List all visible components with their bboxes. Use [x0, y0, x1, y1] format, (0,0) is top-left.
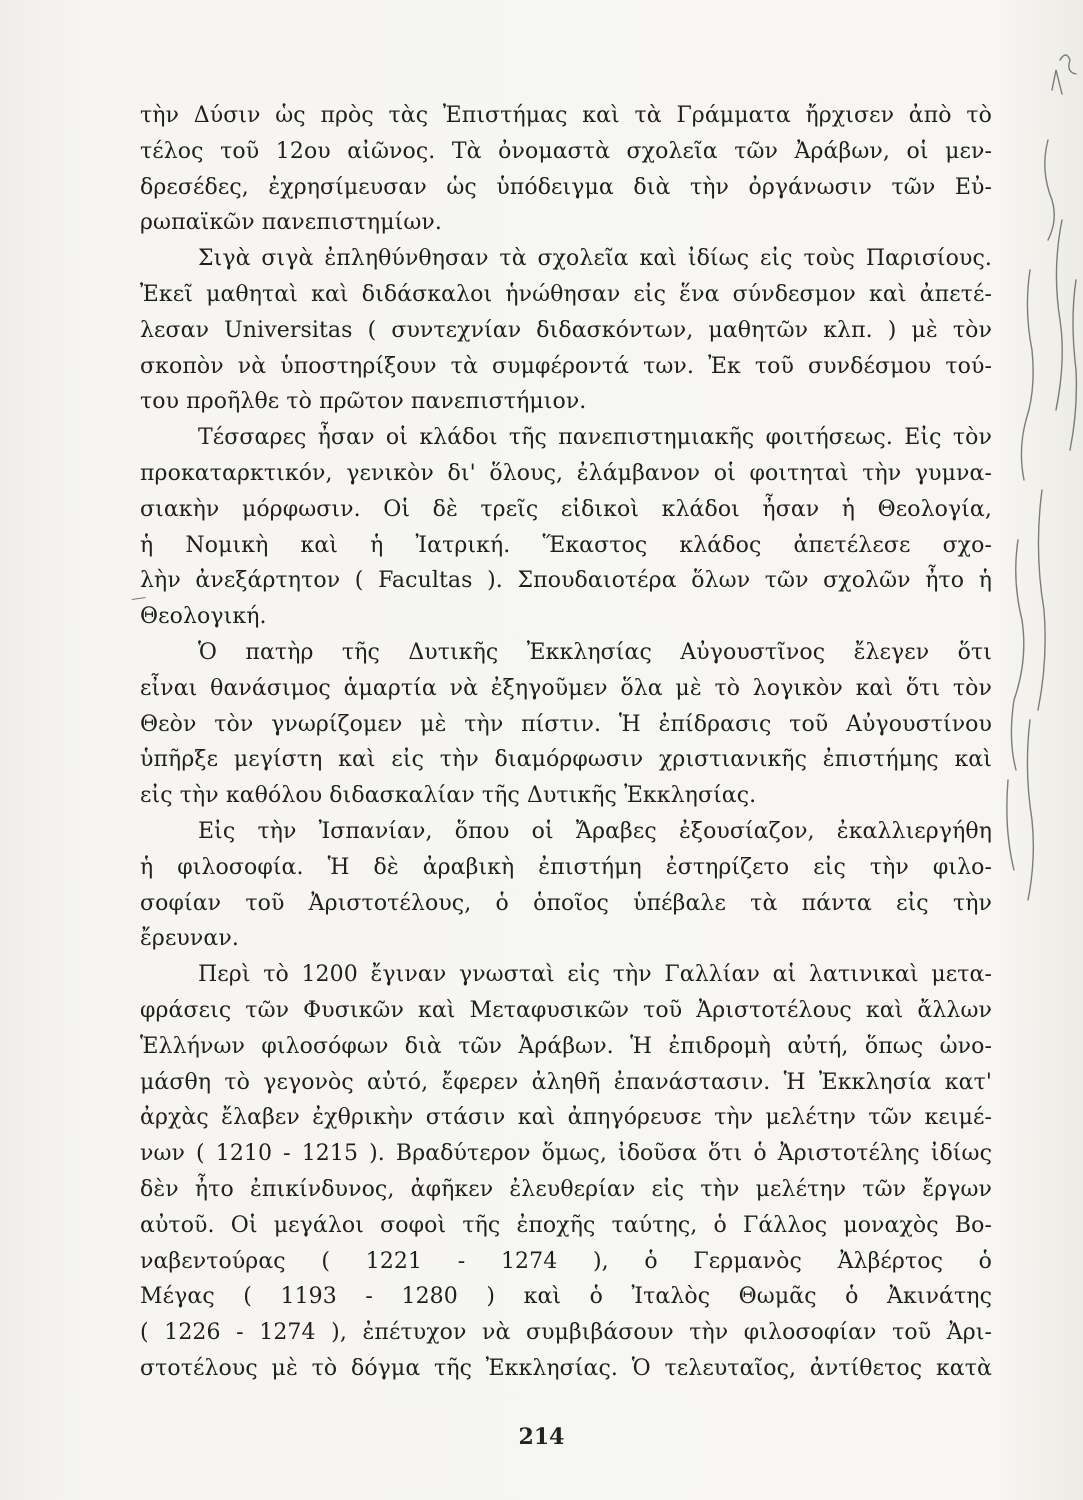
text-line: ἡ Νομικὴ καὶ ἡ Ἰατρική. Ἕκαστος κλάδος ἀπετέλεσε σχο- — [140, 532, 992, 558]
text-line: προκαταρκτικόν, γενικὸν δι' ὅλους, ἐλάμβανον οἱ φοιτηταὶ τὴν γυμνα- — [140, 460, 992, 486]
text-line: μάσθη τὸ γεγονὸς αὐτό, ἔφερεν ἀληθῆ ἐπανάστασιν. Ἡ Ἐκκλησία κατ' — [140, 1069, 992, 1095]
text-line: ἀρχὰς ἔλαβεν ἐχθρικὴν στάσιν καὶ ἀπηγόρευσε τὴν μελέτην τῶν κειμέ- — [140, 1105, 992, 1131]
text-line: τέλος τοῦ 12ου αἰῶνος. Τὰ ὀνομαστὰ σχολεῖα τῶν Ἀράβων, οἱ μεν- — [140, 138, 992, 164]
text-line: αὐτοῦ. Οἱ μεγάλοι σοφοὶ τῆς ἐποχῆς ταύτης, ὁ Γάλλος μοναχὸς Βο- — [140, 1212, 992, 1238]
text-line: νων ( 1210 - 1215 ). Βραδύτερον ὅμως, ἰδοῦσα ὅτι ὁ Ἀριστοτέλης ἰδίως — [140, 1141, 992, 1167]
text-line: σοφίαν τοῦ Ἀριστοτέλους, ὁ ὁποῖος ὑπέβαλε τὰ πάντα εἰς τὴν — [140, 890, 992, 916]
text-line: του προῆλθε τὸ πρῶτον πανεπιστήμιον. — [140, 389, 587, 415]
text-line: φράσεις τῶν Φυσικῶν καὶ Μεταφυσικῶν τοῦ Ἀριστοτέλους καὶ ἄλλων — [140, 997, 992, 1023]
handwriting-scribble-icon — [990, 20, 1083, 1020]
text-line: Ἑλλήνων φιλοσόφων διὰ τῶν Ἀράβων. Ἡ ἐπιδρομὴ αὐτή, ὅπως ὠνο- — [140, 1033, 992, 1059]
handwritten-margin-notes — [990, 20, 1083, 1020]
text-line: ὑπῆρξε μεγίστη καὶ εἰς τὴν διαμόρφωσιν χριστιανικῆς ἐπιστήμης καὶ — [140, 747, 992, 773]
text-line: Εἰς τὴν Ἰσπανίαν, ὅπου οἱ Ἄραβες ἐξουσίαζον, ἐκαλλιεργήθη — [198, 818, 992, 844]
text-line: δρεσέδες, ἐχρησίμευσαν ὡς ὑπόδειγμα διὰ τὴν ὀργάνωσιν τῶν Εὐ- — [140, 174, 992, 200]
text-line: ρωπαϊκῶν πανεπιστημίων. — [140, 210, 442, 236]
page-number: 214 — [518, 1424, 565, 1450]
body-text — [140, 98, 992, 1387]
text-line: Ἐκεῖ μαθηταὶ καὶ διδάσκαλοι ἡνώθησαν εἰς ἕνα σύνδεσμον καὶ ἀπετέ- — [140, 281, 992, 307]
text-line: Θεὸν τὸν γνωρίζομεν μὲ τὴν πίστιν. Ἡ ἐπίδρασις τοῦ Αὐγουστίνου — [140, 711, 992, 737]
text-line: εἶναι θανάσιμος ἁμαρτία νὰ ἐξηγοῦμεν ὅλα μὲ τὸ λογικὸν καὶ ὅτι τὸν — [140, 675, 992, 701]
text-line: Περὶ τὸ 1200 ἔγιναν γνωσταὶ εἰς τὴν Γαλλίαν αἱ λατινικαὶ μετα- — [198, 962, 992, 988]
text-line: ἡ φιλοσοφία. Ἡ δὲ ἀραβικὴ ἐπιστήμη ἐστηρίζετο εἰς τὴν φιλο- — [140, 854, 992, 880]
text-line: Μέγας ( 1193 - 1280 ) καὶ ὁ Ἰταλὸς Θωμᾶς ὁ Ἀκινάτης — [140, 1284, 992, 1310]
text-line: εἰς τὴν καθόλου διδασκαλίαν τῆς Δυτικῆς Ἐκκλησίας. — [140, 783, 757, 809]
text-line: σκοπὸν νὰ ὑποστηρίξουν τὰ συμφέροντά των. Ἐκ τοῦ συνδέσμου τού- — [140, 353, 992, 379]
text-line: δὲν ἦτο ἐπικίνδυνος, ἀφῆκεν ἐλευθερίαν εἰς τὴν μελέτην τῶν ἔργων — [140, 1176, 992, 1202]
text-line: λὴν ἀνεξάρτητον ( Facultas ). Σπουδαιοτέρα ὅλων τῶν σχολῶν ἦτο ἡ — [140, 568, 992, 594]
text-line: ἔρευναν. — [140, 926, 239, 952]
text-line: Ὁ πατὴρ τῆς Δυτικῆς Ἐκκλησίας Αὐγουστῖνος ἔλεγεν ὅτι — [198, 639, 992, 665]
text-line: στοτέλους μὲ τὸ δόγμα τῆς Ἐκκλησίας. Ὁ τελευταῖος, ἀντίθετος κατὰ — [140, 1355, 992, 1381]
text-line: σιακὴν μόρφωσιν. Οἱ δὲ τρεῖς εἰδικοὶ κλάδοι ἦσαν ἡ Θεολογία, — [140, 496, 992, 522]
text-line: τὴν Δύσιν ὡς πρὸς τὰς Ἐπιστήμας καὶ τὰ Γράμματα ἤρχισεν ἀπὸ τὸ — [140, 103, 992, 128]
text-line: λεσαν Universitas ( συντεχνίαν διδασκόντων, μαθητῶν κλπ. ) μὲ τὸν — [140, 317, 992, 343]
text-line: ( 1226 - 1274 ), ἐπέτυχον νὰ συμβιβάσουν τὴν φιλοσοφίαν τοῦ Ἀρι- — [140, 1320, 992, 1346]
text-line: Θεολογική. — [140, 604, 267, 630]
text-line: ναβεντούρας ( 1221 - 1274 ), ὁ Γερμανὸς Ἀλβέρτος ὁ — [140, 1248, 992, 1274]
text-line: Τέσσαρες ἦσαν οἱ κλάδοι τῆς πανεπιστημιακῆς φοιτήσεως. Εἰς τὸν — [198, 425, 992, 451]
text-line: Σιγὰ σιγὰ ἐπληθύνθησαν τὰ σχολεῖα καὶ ἰδίως εἰς τοὺς Παρισίους. — [198, 246, 992, 272]
